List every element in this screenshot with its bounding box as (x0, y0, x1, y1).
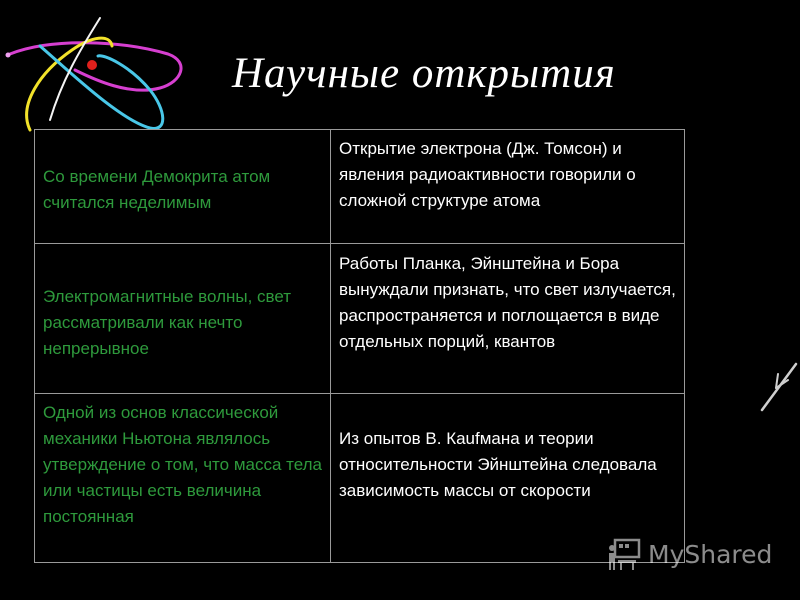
watermark-text: MyShared (648, 539, 773, 569)
comparison-table (34, 129, 685, 563)
new-discovery-text: Из опытов В. Каufмана и теории относительности Эйнштейна следовала зависимость массы от скорости (339, 429, 657, 500)
classical-view-text: Электромагнитные волны, свет рассматривали как нечто непрерывное (43, 287, 292, 358)
watermark (606, 534, 796, 574)
slide-title: Научные открытия (232, 50, 616, 97)
classical-view-text: Одной из основ классической механики Ньютона являлось утверждение о том, что масса тела или частицы есть величина постоянная (43, 403, 323, 526)
table-row (35, 394, 685, 563)
new-discovery-text: Открытие электрона (Дж. Томсон) и явления радиоактивности говорили о сложной структуре атома (339, 139, 636, 210)
arrow-icon (752, 358, 800, 416)
atom-orbits-icon (0, 10, 200, 145)
new-discovery-cell (331, 244, 685, 394)
classical-view-cell (35, 244, 331, 394)
new-discovery-cell (331, 130, 685, 244)
table-row (35, 244, 685, 394)
classical-view-cell (35, 130, 331, 244)
classical-view-text: Со времени Демокрита атом считался неделимым (43, 167, 271, 212)
classical-view-cell (35, 394, 331, 563)
new-discovery-text: Работы Планка, Эйнштейна и Бора вынуждали признать, что свет излучается, распространяется и поглощается в виде отдельных порций, квантов (339, 254, 676, 351)
classroom-board-icon (606, 536, 642, 572)
table-row (35, 130, 685, 244)
